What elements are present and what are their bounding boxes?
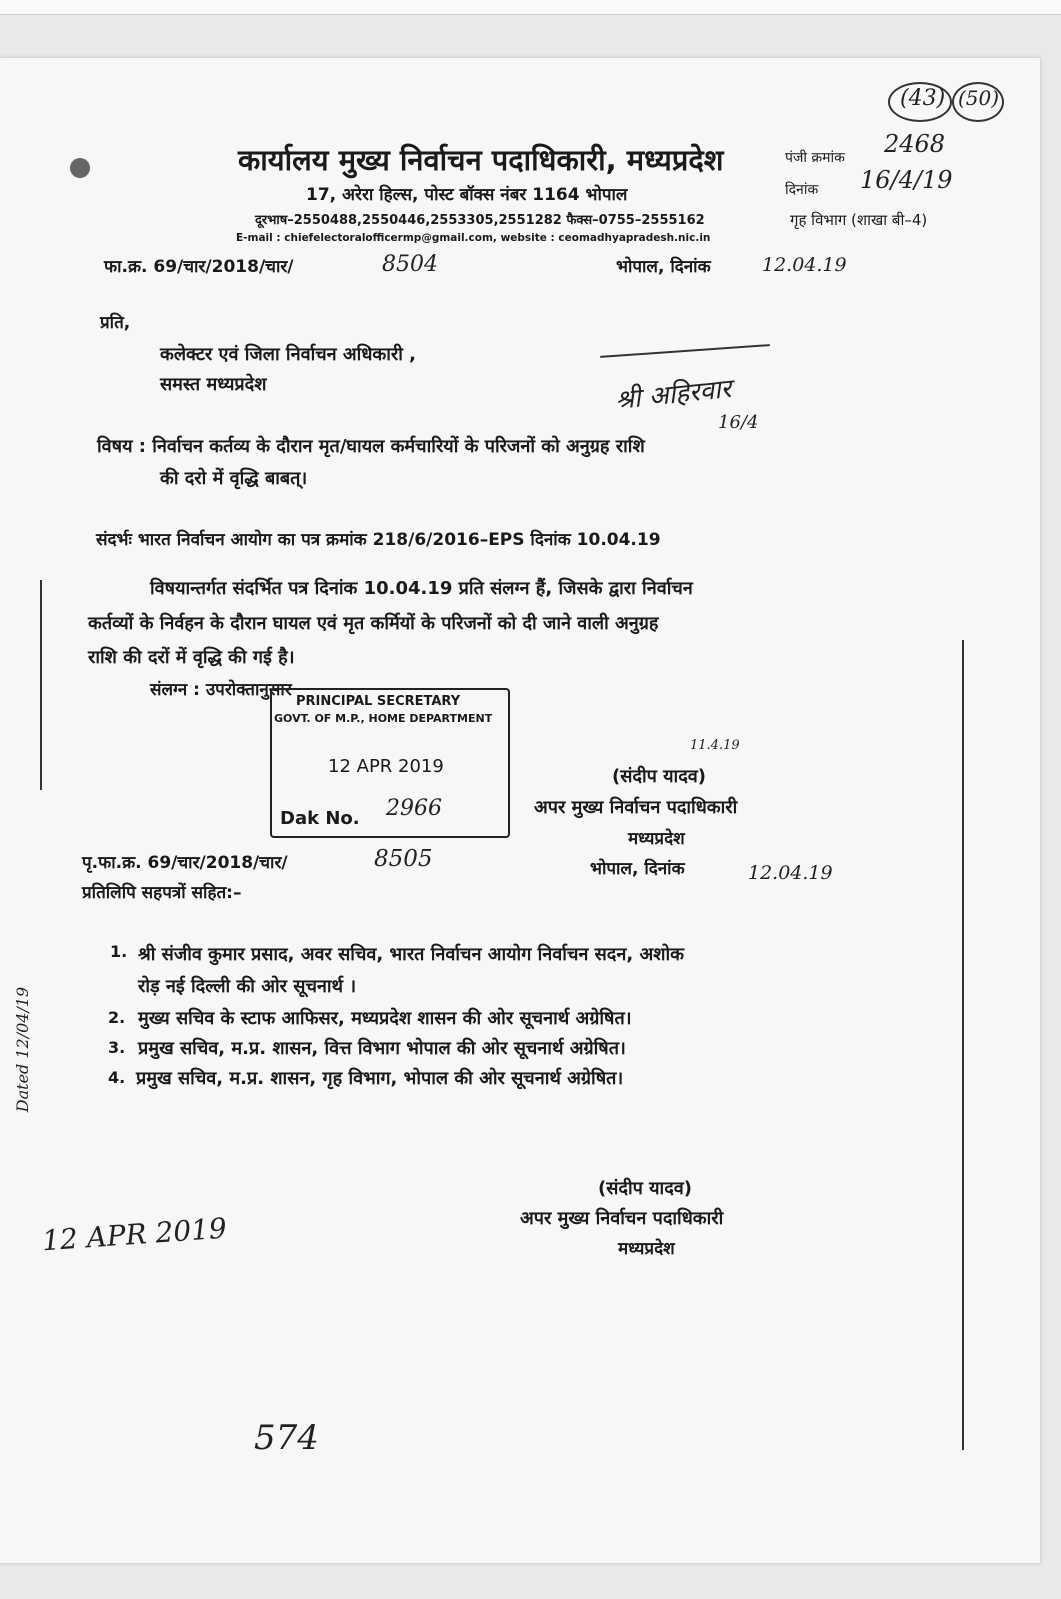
copy-item-4-num: 4.	[108, 1068, 126, 1087]
to-label: प्रति,	[100, 313, 131, 333]
copy-ref-number: 8505	[374, 846, 433, 872]
scanned-letter	[0, 58, 1040, 1563]
copy-item-1: श्री संजीव कुमार प्रसाद, अवर सचिव, भारत निर्वाचन आयोग निर्वाचन सदन, अशोक	[138, 944, 684, 965]
signer-title-2: अपर मुख्य निर्वाचन पदाधिकारी	[520, 1208, 724, 1229]
copy-item-1-cont: रोड़ नई दिल्ली की ओर सूचनार्थ ।	[138, 976, 357, 997]
signer-state-2: मध्यप्रदेश	[618, 1239, 675, 1259]
registry-date-label: दिनांक	[785, 182, 819, 198]
to-line-2: समस्त मध्यप्रदेश	[160, 374, 267, 395]
stamp-dak-label: Dak No.	[280, 808, 360, 829]
copy-item-3: प्रमुख सचिव, म.प्र. शासन, वित्त विभाग भोपाल की ओर सूचनार्थ अग्रेषित।	[138, 1038, 626, 1059]
copy-place-date: भोपाल, दिनांक	[590, 859, 685, 879]
corner-mark-1: (43)	[900, 86, 946, 111]
signer-state-1: मध्यप्रदेश	[628, 829, 685, 849]
copy-item-2: मुख्य सचिव के स्टाफ आफिसर, मध्यप्रदेश शासन की ओर सूचनार्थ अग्रेषित।	[138, 1008, 632, 1029]
handwritten-marking-date: 16/4	[718, 412, 759, 433]
signer-title-1: अपर मुख्य निर्वाचन पदाधिकारी	[534, 797, 738, 818]
stamp-dak-number: 2966	[386, 796, 442, 821]
body-line-1: विषयान्तर्गत संदर्भित पत्र दिनांक 10.04.19 प्रति संलग्न हैं, जिसके द्वारा निर्वाचन	[150, 578, 693, 599]
office-email-web: E-mail : chiefelectoralofficermp@gmail.com, website : ceomadhyapradesh.nic.in	[236, 232, 711, 244]
left-margin-line	[40, 580, 42, 790]
margin-line	[962, 640, 964, 1450]
copy-heading: प्रतिलिपि सहपत्रों सहित:–	[82, 883, 242, 903]
bottom-date-stamp: 12 APR 2019	[41, 1211, 228, 1258]
received-stamp	[270, 688, 510, 838]
punch-hole	[70, 158, 90, 178]
office-phones: दूरभाष–2550488,2550446,2553305,2551282 फैक्स–0755–2555162	[255, 213, 705, 228]
registry-department: गृह विभाग (शाखा बी–4)	[790, 211, 928, 229]
copy-date: 12.04.19	[748, 862, 833, 884]
stamp-line-1: PRINCIPAL SECRETARY	[296, 694, 461, 709]
window-top-strip	[0, 0, 1061, 15]
letter-ref: फा.क्र. 69/चार/2018/चार/	[104, 257, 294, 277]
letter-ref-number: 8504	[382, 252, 438, 277]
enclosure-line: संलग्न : उपरोक्तानुसार	[150, 680, 292, 700]
body-line-2: कर्तव्यों के निर्वहन के दौरान घायल एवं मृत कर्मियों के परिजनों को दी जाने वाली अनुग्रह	[88, 613, 659, 634]
corner-mark-2: (50)	[958, 86, 1000, 110]
registry-number: 2468	[884, 130, 946, 158]
subject-line-2: की दरो में वृद्धि बाबत्।	[160, 468, 308, 489]
stamp-date: 12 APR 2019	[328, 756, 444, 777]
to-line-1: कलेक्टर एवं जिला निर्वाचन अधिकारी ,	[160, 344, 417, 365]
copy-ref: पृ.फा.क्र. 69/चार/2018/चार/	[82, 853, 288, 873]
office-address: 17, अरेरा हिल्स, पोस्ट बॉक्स नंबर 1164 भोपाल	[306, 185, 628, 205]
body-line-3: राशि की दरों में वृद्धि की गई है।	[88, 647, 295, 668]
handwritten-marking-name: श्री अहिरवार	[613, 373, 733, 416]
bottom-handwritten-number: 574	[254, 1418, 319, 1458]
side-dated-annotation: Dated 12/04/19	[13, 986, 33, 1113]
signer-name-1: (संदीप यादव)	[612, 766, 706, 787]
copy-item-2-num: 2.	[108, 1008, 126, 1027]
stamp-line-2: GOVT. OF M.P., HOME DEPARTMENT	[274, 712, 493, 725]
registry-date: 16/4/19	[860, 166, 953, 194]
registry-label: पंजी क्रमांक	[785, 150, 845, 166]
copy-item-3-num: 3.	[108, 1038, 126, 1057]
office-title: कार्यालय मुख्य निर्वाचन पदाधिकारी, मध्यप्रदेश	[238, 143, 724, 177]
letter-date: 12.04.19	[762, 254, 847, 276]
copy-item-4: प्रमुख सचिव, म.प्र. शासन, गृह विभाग, भोपाल की ओर सूचनार्थ अग्रेषित।	[136, 1068, 624, 1089]
copy-item-1-num: 1.	[110, 942, 128, 961]
reference-line: संदर्भः भारत निर्वाचन आयोग का पत्र क्रमांक 218/6/2016–EPS दिनांक 10.04.19	[96, 530, 661, 550]
letter-place-date: भोपाल, दिनांक	[616, 257, 711, 277]
signature-date-1: 11.4.19	[690, 738, 740, 753]
signer-name-2: (संदीप यादव)	[598, 1178, 692, 1199]
subject-line-1: विषय : निर्वाचन कर्तव्य के दौरान मृत/घायल कर्मचारियों के परिजनों को अनुग्रह राशि	[97, 436, 645, 457]
